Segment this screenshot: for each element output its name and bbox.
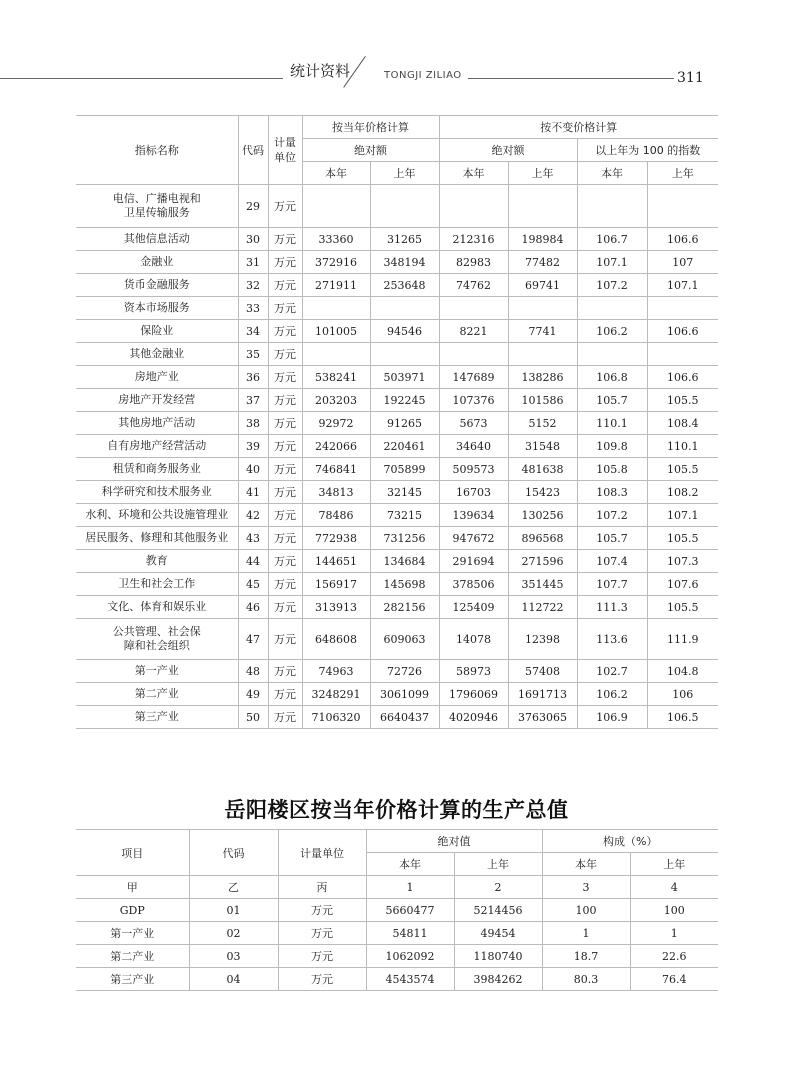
cell-b: 503971 xyxy=(370,366,439,389)
cell-code: 43 xyxy=(238,527,268,550)
cell-name: 资本市场服务 xyxy=(76,297,238,320)
cell-a: 271911 xyxy=(302,274,370,297)
cell-f: 110.1 xyxy=(647,435,718,458)
cell-code: 29 xyxy=(238,185,268,228)
col-header-last-year: 上年 xyxy=(370,162,439,185)
cell-name: 公共管理、社会保障和社会组织 xyxy=(76,619,238,660)
cell-f: 106.6 xyxy=(647,366,718,389)
cell-b xyxy=(370,185,439,228)
cell-b: 6640437 xyxy=(370,706,439,729)
cell-d: 198984 xyxy=(508,228,577,251)
col-header-name: 指标名称 xyxy=(76,116,238,185)
cell-code: 乙 xyxy=(189,876,278,899)
cell-unit: 万元 xyxy=(268,251,302,274)
cell-d: 130256 xyxy=(508,504,577,527)
cell-code: 01 xyxy=(189,899,278,922)
cell-b: 134684 xyxy=(370,550,439,573)
cell-b: 609063 xyxy=(370,619,439,660)
cell-e: 107.2 xyxy=(577,274,647,297)
cell-e: 105.8 xyxy=(577,458,647,481)
cell-e: 111.3 xyxy=(577,596,647,619)
cell-d: 76.4 xyxy=(630,968,718,991)
col-header-last-year: 上年 xyxy=(454,853,542,876)
table-row xyxy=(76,706,718,729)
cell-c: 1796069 xyxy=(439,683,508,706)
cell-f xyxy=(647,297,718,320)
cell-d xyxy=(508,185,577,228)
col-header-current-price: 按当年价格计算 xyxy=(302,116,439,139)
cell-c: 74762 xyxy=(439,274,508,297)
col-header-last-year: 上年 xyxy=(647,162,718,185)
cell-code: 46 xyxy=(238,596,268,619)
cell-name: 卫生和社会工作 xyxy=(76,573,238,596)
cell-unit: 万元 xyxy=(268,185,302,228)
cell-code: 32 xyxy=(238,274,268,297)
cell-b: 705899 xyxy=(370,458,439,481)
cell-a: 144651 xyxy=(302,550,370,573)
cell-b: 145698 xyxy=(370,573,439,596)
cell-code: 35 xyxy=(238,343,268,366)
cell-f: 104.8 xyxy=(647,660,718,683)
cell-b: 220461 xyxy=(370,435,439,458)
cell-c: 107376 xyxy=(439,389,508,412)
cell-a: 78486 xyxy=(302,504,370,527)
cell-e: 106.7 xyxy=(577,228,647,251)
cell-code: 04 xyxy=(189,968,278,991)
col-header-absolute: 绝对额 xyxy=(302,139,439,162)
cell-f: 106.6 xyxy=(647,320,718,343)
cell-name: 居民服务、修理和其他服务业 xyxy=(76,527,238,550)
cell-f: 105.5 xyxy=(647,389,718,412)
table-row xyxy=(76,320,718,343)
cell-a: 242066 xyxy=(302,435,370,458)
cell-name: 第一产业 xyxy=(76,660,238,683)
cell-unit: 万元 xyxy=(268,389,302,412)
cell-unit: 丙 xyxy=(278,876,366,899)
cell-a: 5660477 xyxy=(366,899,454,922)
cell-b: 253648 xyxy=(370,274,439,297)
col-header-constant-price: 按不变价格计算 xyxy=(439,116,718,139)
cell-d: 481638 xyxy=(508,458,577,481)
cell-a: 313913 xyxy=(302,596,370,619)
col-header-this-year: 本年 xyxy=(366,853,454,876)
col-header-composition: 构成（%） xyxy=(542,830,718,853)
cell-e xyxy=(577,343,647,366)
cell-c: 8221 xyxy=(439,320,508,343)
cell-unit: 万元 xyxy=(268,596,302,619)
cell-c: 34640 xyxy=(439,435,508,458)
cell-name: 其他房地产活动 xyxy=(76,412,238,435)
cell-name: 租赁和商务服务业 xyxy=(76,458,238,481)
cell-item: 第三产业 xyxy=(76,968,189,991)
cell-b: 72726 xyxy=(370,660,439,683)
cell-b: 3061099 xyxy=(370,683,439,706)
cell-d: 351445 xyxy=(508,573,577,596)
cell-c xyxy=(439,343,508,366)
cell-code: 31 xyxy=(238,251,268,274)
cell-a: 648608 xyxy=(302,619,370,660)
cell-d: 69741 xyxy=(508,274,577,297)
cell-f: 107.1 xyxy=(647,274,718,297)
cell-unit: 万元 xyxy=(268,228,302,251)
cell-f: 111.9 xyxy=(647,619,718,660)
header-rule-right xyxy=(468,78,674,79)
cell-unit: 万元 xyxy=(268,706,302,729)
cell-e: 105.7 xyxy=(577,527,647,550)
page-number: 311 xyxy=(677,70,704,86)
cell-a xyxy=(302,297,370,320)
cell-f: 107.6 xyxy=(647,573,718,596)
cell-e: 106.2 xyxy=(577,320,647,343)
cell-e: 107.2 xyxy=(577,504,647,527)
cell-e xyxy=(577,185,647,228)
table-row xyxy=(76,596,718,619)
cell-f: 108.4 xyxy=(647,412,718,435)
col-header-item: 项目 xyxy=(76,830,189,876)
cell-code: 50 xyxy=(238,706,268,729)
table-row xyxy=(76,185,718,228)
cell-b: 49454 xyxy=(454,922,542,945)
cell-a: 1062092 xyxy=(366,945,454,968)
cell-e: 107.1 xyxy=(577,251,647,274)
cell-a: 101005 xyxy=(302,320,370,343)
section-title-en: TONGJI ZILIAO xyxy=(384,70,462,81)
header-rule-left xyxy=(0,78,283,79)
cell-code: 02 xyxy=(189,922,278,945)
cell-e: 109.8 xyxy=(577,435,647,458)
cell-unit: 万元 xyxy=(278,968,366,991)
cell-a: 92972 xyxy=(302,412,370,435)
table-row xyxy=(76,274,718,297)
table-row xyxy=(76,683,718,706)
cell-a: 3248291 xyxy=(302,683,370,706)
cell-name: 第二产业 xyxy=(76,683,238,706)
cell-d xyxy=(508,297,577,320)
gdp-table xyxy=(76,829,718,991)
cell-d: 5152 xyxy=(508,412,577,435)
cell-a: 34813 xyxy=(302,481,370,504)
cell-c xyxy=(439,297,508,320)
cell-b: 91265 xyxy=(370,412,439,435)
cell-d: 57408 xyxy=(508,660,577,683)
cell-c: 947672 xyxy=(439,527,508,550)
cell-e xyxy=(577,297,647,320)
cell-f xyxy=(647,343,718,366)
cell-b: 73215 xyxy=(370,504,439,527)
cell-name: 房地产业 xyxy=(76,366,238,389)
cell-b: 731256 xyxy=(370,527,439,550)
col-header-absolute: 绝对值 xyxy=(366,830,542,853)
cell-unit: 万元 xyxy=(278,899,366,922)
cell-d: 22.6 xyxy=(630,945,718,968)
cell-b: 3984262 xyxy=(454,968,542,991)
cell-code: 36 xyxy=(238,366,268,389)
col-header-last-year: 上年 xyxy=(508,162,577,185)
cell-c: 58973 xyxy=(439,660,508,683)
cell-c: 147689 xyxy=(439,366,508,389)
table-row xyxy=(76,389,718,412)
table-row xyxy=(76,435,718,458)
col-header-last-year: 上年 xyxy=(630,853,718,876)
table-row xyxy=(76,481,718,504)
cell-c: 291694 xyxy=(439,550,508,573)
cell-name: 教育 xyxy=(76,550,238,573)
cell-c: 212316 xyxy=(439,228,508,251)
cell-d: 31548 xyxy=(508,435,577,458)
cell-d: 1 xyxy=(630,922,718,945)
cell-unit: 万元 xyxy=(268,660,302,683)
cell-a: 746841 xyxy=(302,458,370,481)
cell-c: 100 xyxy=(542,899,630,922)
cell-d: 12398 xyxy=(508,619,577,660)
cell-unit: 万元 xyxy=(268,297,302,320)
cell-name: 第三产业 xyxy=(76,706,238,729)
col-header-this-year: 本年 xyxy=(577,162,647,185)
cell-f: 105.5 xyxy=(647,527,718,550)
cell-a: 54811 xyxy=(366,922,454,945)
cell-unit: 万元 xyxy=(268,366,302,389)
cell-unit: 万元 xyxy=(268,458,302,481)
cell-d: 271596 xyxy=(508,550,577,573)
col-header-unit: 计量单位 xyxy=(278,830,366,876)
cell-e: 106.2 xyxy=(577,683,647,706)
cell-d: 896568 xyxy=(508,527,577,550)
cell-d: 112722 xyxy=(508,596,577,619)
cell-code: 48 xyxy=(238,660,268,683)
col-header-this-year: 本年 xyxy=(302,162,370,185)
cell-unit: 万元 xyxy=(268,683,302,706)
cell-e: 106.8 xyxy=(577,366,647,389)
cell-code: 39 xyxy=(238,435,268,458)
cell-name: 科学研究和技术服务业 xyxy=(76,481,238,504)
cell-a: 772938 xyxy=(302,527,370,550)
cell-f xyxy=(647,185,718,228)
cell-b: 32145 xyxy=(370,481,439,504)
cell-name: 房地产开发经营 xyxy=(76,389,238,412)
cell-a: 33360 xyxy=(302,228,370,251)
cell-item: GDP xyxy=(76,899,189,922)
cell-unit: 万元 xyxy=(278,922,366,945)
cell-d: 138286 xyxy=(508,366,577,389)
cell-e: 107.7 xyxy=(577,573,647,596)
table2-title: 岳阳楼区按当年价格计算的生产总值 xyxy=(224,798,569,822)
table-row xyxy=(76,251,718,274)
cell-name: 金融业 xyxy=(76,251,238,274)
cell-c xyxy=(439,185,508,228)
cell-d: 4 xyxy=(630,876,718,899)
cell-unit: 万元 xyxy=(268,274,302,297)
cell-code: 38 xyxy=(238,412,268,435)
cell-d: 77482 xyxy=(508,251,577,274)
table-row xyxy=(76,228,718,251)
cell-code: 41 xyxy=(238,481,268,504)
cell-e: 102.7 xyxy=(577,660,647,683)
cell-b: 5214456 xyxy=(454,899,542,922)
cell-d: 7741 xyxy=(508,320,577,343)
cell-code: 34 xyxy=(238,320,268,343)
cell-a: 203203 xyxy=(302,389,370,412)
cell-c: 1 xyxy=(542,922,630,945)
cell-f: 108.2 xyxy=(647,481,718,504)
cell-e: 113.6 xyxy=(577,619,647,660)
cell-code: 42 xyxy=(238,504,268,527)
cell-code: 37 xyxy=(238,389,268,412)
cell-a: 538241 xyxy=(302,366,370,389)
cell-f: 105.5 xyxy=(647,458,718,481)
cell-unit: 万元 xyxy=(268,504,302,527)
cell-d xyxy=(508,343,577,366)
cell-a: 4543574 xyxy=(366,968,454,991)
cell-unit: 万元 xyxy=(268,320,302,343)
cell-b: 2 xyxy=(454,876,542,899)
col-header-this-year: 本年 xyxy=(439,162,508,185)
cell-unit: 万元 xyxy=(268,527,302,550)
cell-b: 348194 xyxy=(370,251,439,274)
cell-name: 货币金融服务 xyxy=(76,274,238,297)
cell-unit: 万元 xyxy=(278,945,366,968)
cell-e: 108.3 xyxy=(577,481,647,504)
cell-c: 82983 xyxy=(439,251,508,274)
cell-a xyxy=(302,185,370,228)
cell-b xyxy=(370,343,439,366)
cell-a: 7106320 xyxy=(302,706,370,729)
cell-c: 80.3 xyxy=(542,968,630,991)
cell-unit: 万元 xyxy=(268,573,302,596)
cell-c: 14078 xyxy=(439,619,508,660)
cell-b xyxy=(370,297,439,320)
table-row xyxy=(76,550,718,573)
cell-code: 49 xyxy=(238,683,268,706)
cell-name: 其他金融业 xyxy=(76,343,238,366)
cell-unit: 万元 xyxy=(268,619,302,660)
cell-f: 105.5 xyxy=(647,596,718,619)
table-row xyxy=(76,366,718,389)
cell-a: 1 xyxy=(366,876,454,899)
cell-b: 1180740 xyxy=(454,945,542,968)
cell-a: 74963 xyxy=(302,660,370,683)
col-header-index: 以上年为 100 的指数 xyxy=(577,139,718,162)
cell-d: 15423 xyxy=(508,481,577,504)
cell-c: 139634 xyxy=(439,504,508,527)
col-header-code: 代码 xyxy=(238,116,268,185)
cell-code: 33 xyxy=(238,297,268,320)
cell-c: 3 xyxy=(542,876,630,899)
cell-b: 31265 xyxy=(370,228,439,251)
table-row xyxy=(76,297,718,320)
cell-d: 100 xyxy=(630,899,718,922)
table-row xyxy=(76,945,718,968)
col-header-absolute-constant: 绝对额 xyxy=(439,139,577,162)
cell-c: 509573 xyxy=(439,458,508,481)
table-row xyxy=(76,619,718,660)
cell-c: 378506 xyxy=(439,573,508,596)
table-row xyxy=(76,573,718,596)
cell-f: 106.5 xyxy=(647,706,718,729)
table-row xyxy=(76,412,718,435)
cell-f: 107 xyxy=(647,251,718,274)
cell-item: 第一产业 xyxy=(76,922,189,945)
cell-code: 45 xyxy=(238,573,268,596)
cell-name: 电信、广播电视和卫星传输服务 xyxy=(76,185,238,228)
col-header-code: 代码 xyxy=(189,830,278,876)
cell-code: 40 xyxy=(238,458,268,481)
table-row xyxy=(76,876,718,899)
cell-code: 47 xyxy=(238,619,268,660)
cell-unit: 万元 xyxy=(268,550,302,573)
cell-f: 107.1 xyxy=(647,504,718,527)
cell-unit: 万元 xyxy=(268,481,302,504)
cell-c: 125409 xyxy=(439,596,508,619)
cell-unit: 万元 xyxy=(268,343,302,366)
cell-name: 自有房地产经营活动 xyxy=(76,435,238,458)
cell-a: 156917 xyxy=(302,573,370,596)
indicator-table xyxy=(76,115,718,729)
cell-c: 4020946 xyxy=(439,706,508,729)
table-row xyxy=(76,922,718,945)
cell-unit: 万元 xyxy=(268,412,302,435)
cell-name: 其他信息活动 xyxy=(76,228,238,251)
section-title: 统计资料 xyxy=(290,62,351,80)
col-header-unit: 计量单位 xyxy=(268,116,302,185)
cell-unit: 万元 xyxy=(268,435,302,458)
cell-e: 105.7 xyxy=(577,389,647,412)
cell-code: 30 xyxy=(238,228,268,251)
cell-c: 18.7 xyxy=(542,945,630,968)
cell-name: 水利、环境和公共设施管理业 xyxy=(76,504,238,527)
cell-item: 甲 xyxy=(76,876,189,899)
cell-e: 107.4 xyxy=(577,550,647,573)
table-row xyxy=(76,660,718,683)
cell-code: 03 xyxy=(189,945,278,968)
cell-name: 保险业 xyxy=(76,320,238,343)
cell-b: 94546 xyxy=(370,320,439,343)
col-header-this-year: 本年 xyxy=(542,853,630,876)
cell-c: 5673 xyxy=(439,412,508,435)
cell-f: 106.6 xyxy=(647,228,718,251)
cell-e: 106.9 xyxy=(577,706,647,729)
cell-a: 372916 xyxy=(302,251,370,274)
cell-item: 第二产业 xyxy=(76,945,189,968)
table-row xyxy=(76,343,718,366)
cell-d: 1691713 xyxy=(508,683,577,706)
cell-code: 44 xyxy=(238,550,268,573)
table-row xyxy=(76,458,718,481)
cell-d: 101586 xyxy=(508,389,577,412)
table-row xyxy=(76,527,718,550)
cell-d: 3763065 xyxy=(508,706,577,729)
cell-b: 192245 xyxy=(370,389,439,412)
cell-a xyxy=(302,343,370,366)
cell-c: 16703 xyxy=(439,481,508,504)
cell-e: 110.1 xyxy=(577,412,647,435)
cell-name: 文化、体育和娱乐业 xyxy=(76,596,238,619)
cell-f: 107.3 xyxy=(647,550,718,573)
cell-b: 282156 xyxy=(370,596,439,619)
table-row xyxy=(76,968,718,991)
table-row xyxy=(76,899,718,922)
table-row xyxy=(76,504,718,527)
cell-f: 106 xyxy=(647,683,718,706)
